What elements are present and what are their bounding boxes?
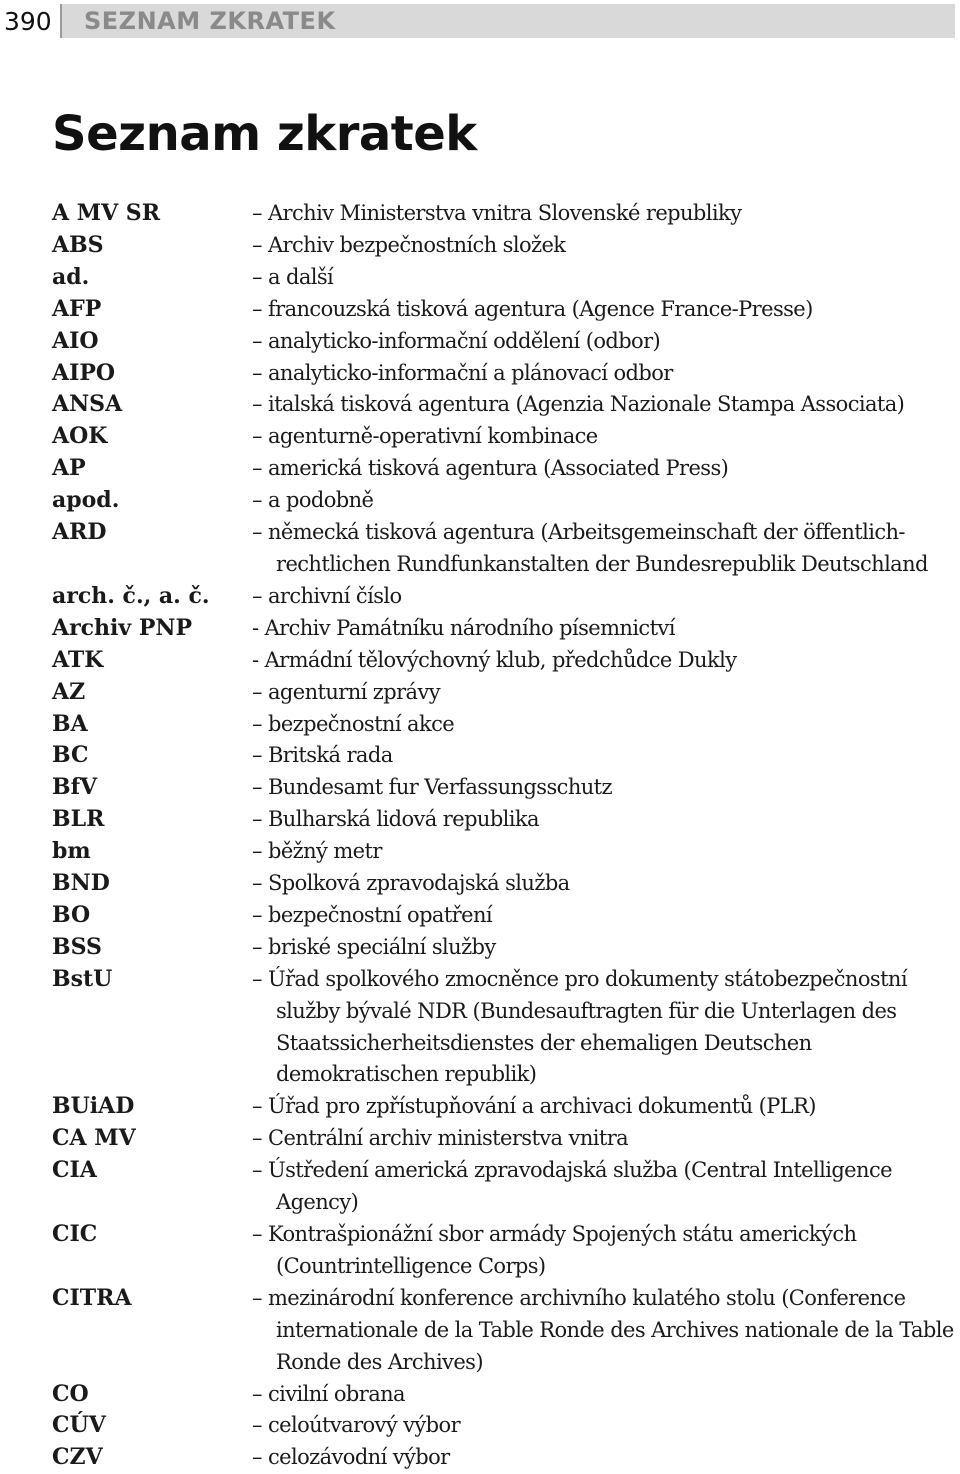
abbreviation-definition: – běžný metr [252, 839, 382, 864]
abbreviation-term: AIPO [52, 359, 116, 386]
abbreviation-term: AIO [52, 327, 99, 354]
header-bar [62, 4, 955, 38]
abbreviation-definition: – mezinárodní konference archivního kulatého stolu (Conference internationale de la Table Ronde des Archives nationale de la Table Ronde des Archives) [252, 1285, 954, 1374]
abbreviation-term: BstU [52, 965, 113, 992]
abbreviation-entry [52, 613, 957, 645]
abbreviation-definition: – agenturní zprávy [252, 679, 441, 704]
abbreviation-entry [52, 868, 957, 900]
abbreviation-definition: – briské speciální služby [252, 934, 496, 959]
abbreviation-term: CZV [52, 1444, 103, 1471]
abbreviation-definition: – Britská rada [252, 743, 393, 768]
abbreviation-entry [52, 1379, 957, 1411]
abbreviation-definition: – agenturně-operativní kombinace [252, 424, 598, 449]
abbreviation-entry [52, 709, 957, 741]
abbreviation-entry [52, 932, 957, 964]
abbreviation-definition: – a další [252, 264, 334, 289]
abbreviation-entry [52, 485, 957, 517]
abbreviation-entry [52, 740, 957, 772]
abbreviation-definition: – německá tisková agentura (Arbeitsgemeinschaft der öffentlich-rechtlichen Rundfunkanstalten der Bundesrepublik Deutschland [252, 520, 928, 576]
abbreviation-term: ad. [52, 263, 90, 290]
abbreviation-definition: – Úřad spolkového zmocněnce pro dokumenty státobezpečnostní služby bývalé NDR (Bundesauftragten für die Unterlagen des Staatssicherheitsdienstes der ehemaligen Deutschen demokratischen republik) [252, 966, 907, 1087]
abbreviation-entry [52, 198, 957, 230]
abbreviation-entry [52, 964, 957, 1092]
abbreviation-term: BSS [52, 933, 102, 960]
abbreviation-entry [52, 230, 957, 262]
abbreviation-definition: – celozávodní výbor [252, 1445, 450, 1470]
abbreviation-definition: – Archiv Ministerstva vnitra Slovenské republiky [252, 201, 742, 225]
abbreviation-term: BfV [52, 774, 98, 801]
abbreviation-definition: – italská tisková agentura (Agenzia Nazionale Stampa Associata) [252, 392, 905, 417]
abbreviation-definition: – francouzská tisková agentura (Agence France-Presse) [252, 296, 813, 321]
abbreviation-entry [52, 262, 957, 294]
abbreviation-term: arch. č., a. č. [52, 582, 210, 609]
abbreviation-entry [52, 772, 957, 804]
abbreviation-term: Archiv PNP [52, 614, 193, 641]
abbreviation-term: apod. [52, 487, 120, 514]
abbreviation-definition: – analyticko-informační oddělení (odbor) [252, 328, 661, 353]
abbreviation-definition: – bezpečnostní opatření [252, 902, 492, 927]
abbreviation-term: ABS [52, 231, 104, 258]
abbreviation-term: CIA [52, 1157, 97, 1184]
abbreviation-term: BND [52, 870, 110, 897]
abbreviation-term: CITRA [52, 1284, 132, 1311]
abbreviation-entry [52, 1155, 957, 1219]
abbreviation-entry [52, 358, 957, 390]
abbreviation-entry [52, 1410, 957, 1442]
abbreviation-definition: – Centrální archiv ministerstva vnitra [252, 1126, 629, 1151]
page-title: Seznam zkratek [52, 106, 477, 162]
abbreviation-term: AZ [52, 678, 86, 705]
abbreviation-term: BLR [52, 806, 105, 833]
abbreviation-definition: – a podobně [252, 488, 374, 513]
abbreviation-entry [52, 1219, 957, 1283]
abbreviation-entry [52, 581, 957, 613]
abbreviation-term: AOK [52, 423, 108, 450]
abbreviation-definition: – civilní obrana [252, 1381, 405, 1406]
abbreviation-entry [52, 294, 957, 326]
running-title: SEZNAM ZKRATEK [84, 7, 336, 35]
abbreviation-definition: – bezpečnostní akce [252, 711, 455, 736]
abbreviation-term: AFP [52, 295, 102, 322]
abbreviation-entry [52, 804, 957, 836]
abbreviation-definition: - Archiv Památníku národního písemnictví [252, 615, 675, 640]
abbreviation-entry [52, 677, 957, 709]
abbreviation-definition: - Armádní tělovýchovný klub, předchůdce Dukly [252, 647, 737, 672]
abbreviation-entry [52, 453, 957, 485]
abbreviation-definition: – Archiv bezpečnostních složek [252, 232, 566, 257]
abbreviation-term: A MV SR [52, 200, 160, 226]
abbreviation-definition: – Úřad pro zpřístupňování a archivaci dokumentů (PLR) [252, 1094, 816, 1119]
abbreviation-definition: – analyticko-informační a plánovací odbor [252, 360, 673, 385]
abbreviation-definition: – Kontrašpionážní sbor armády Spojených státu amerických (Countrintelligence Corps) [252, 1222, 857, 1278]
abbreviation-entry [52, 389, 957, 421]
abbreviation-entry [52, 326, 957, 358]
abbreviation-entry [52, 1442, 957, 1474]
abbreviation-term: BO [52, 901, 91, 928]
abbreviation-term: BA [52, 710, 88, 737]
abbreviation-entry [52, 836, 957, 868]
abbreviation-term: CA MV [52, 1125, 136, 1152]
abbreviation-term: CIC [52, 1221, 98, 1247]
page-number: 390 [0, 4, 62, 38]
abbreviation-term: CO [52, 1380, 89, 1407]
abbreviation-term: BUiAD [52, 1093, 135, 1120]
abbreviation-term: BC [52, 742, 89, 769]
running-header [0, 4, 955, 38]
abbreviation-term: CÚV [52, 1412, 106, 1439]
abbreviation-term: ARD [52, 519, 107, 546]
abbreviation-definition: – Bundesamt fur Verfassungsschutz [252, 775, 612, 800]
abbreviation-definition: – Spolková zpravodajská služba [252, 871, 570, 896]
abbreviation-term: bm [52, 838, 91, 865]
abbreviation-entry [52, 1283, 957, 1379]
abbreviation-term: ANSA [52, 391, 123, 418]
abbreviation-entry [52, 421, 957, 453]
abbreviation-term: AP [52, 455, 86, 482]
abbreviation-definition: – Ústředení americká zpravodajská služba (Central Intelligence Agency) [252, 1158, 892, 1215]
abbreviation-definition: – celoútvarový výbor [252, 1413, 461, 1438]
abbreviation-entry [52, 645, 957, 677]
abbreviation-entry [52, 517, 957, 581]
abbreviation-term: ATK [52, 646, 104, 673]
abbreviation-entry [52, 900, 957, 932]
abbreviation-definition: – americká tisková agentura (Associated Press) [252, 456, 729, 481]
abbreviation-entry [52, 1091, 957, 1123]
abbreviation-definition: – archivní číslo [252, 583, 402, 608]
abbreviation-entry [52, 1123, 957, 1155]
abbreviation-list [52, 198, 957, 1474]
abbreviation-definition: – Bulharská lidová republika [252, 807, 539, 832]
